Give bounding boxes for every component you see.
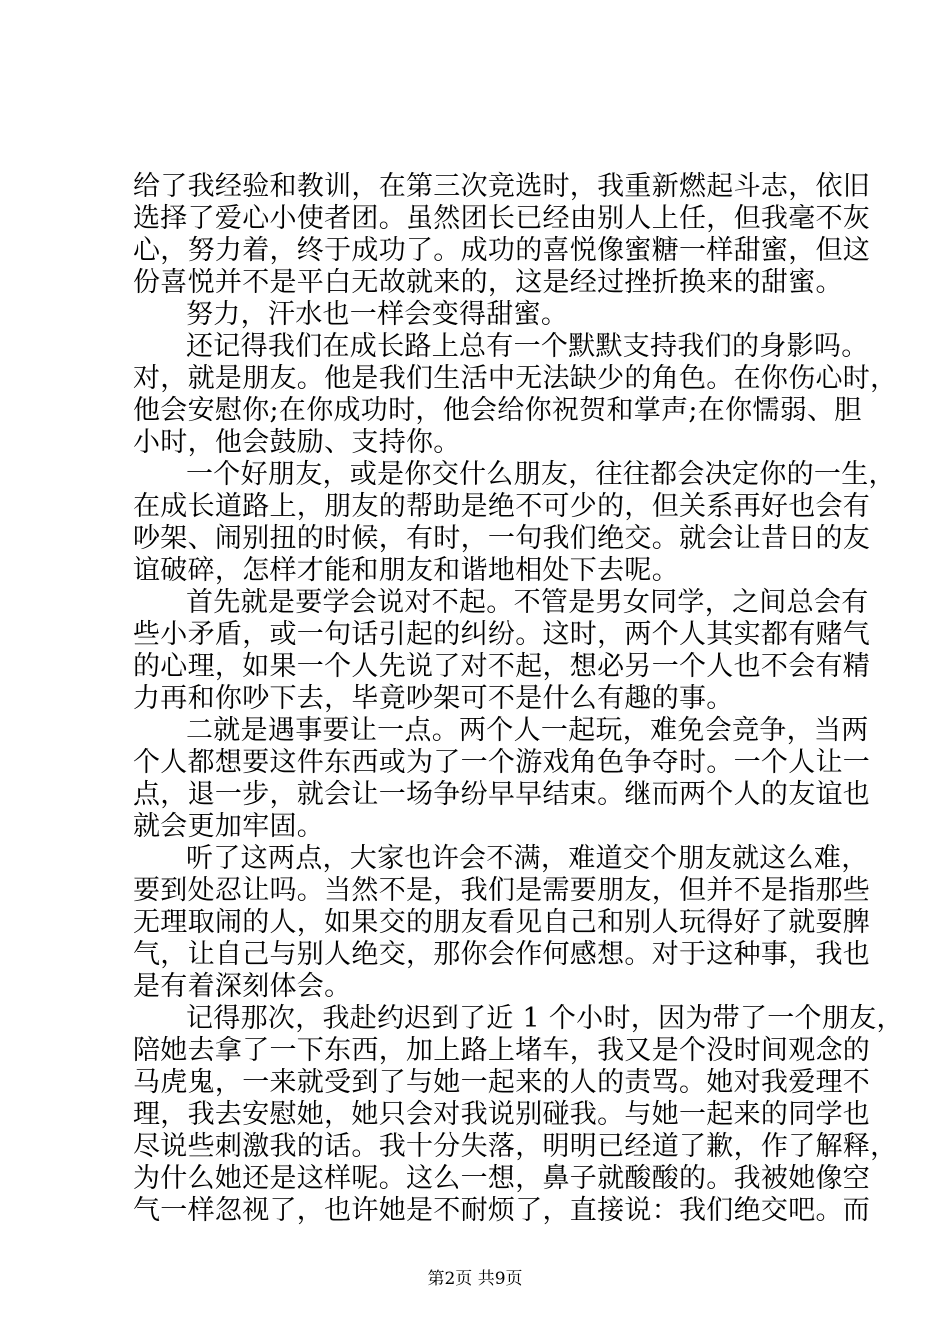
text-line: 选择了爱心小使者团。虽然团长已经由别人上任，但我毫不灰 xyxy=(133,203,871,234)
text-line: 个人都想要这件东西或为了一个游戏角色争夺时。一个人让一 xyxy=(133,747,871,778)
text-line: 气，让自己与别人绝交，那你会作何感想。对于这种事，我也 xyxy=(133,939,871,970)
text-line: 在成长道路上，朋友的帮助是绝不可少的，但关系再好也会有 xyxy=(133,491,871,522)
text-line: 点，退一步，就会让一场争纷早早结束。继而两个人的友谊也 xyxy=(133,779,871,810)
text-line: 份喜悦并不是平白无故就来的，这是经过挫折换来的甜蜜。 xyxy=(133,267,843,298)
paragraph-start-line: 努力，汗水也一样会变得甜蜜。 xyxy=(186,299,569,330)
text-line: 吵架、闹别扭的时候，有时，一句我们绝交。就会让昔日的友 xyxy=(133,523,871,554)
paragraph-start-line: 首先就是要学会说对不起。不管是男女同学，之间总会有 xyxy=(186,587,869,618)
text-line: 心，努力着，终于成功了。成功的喜悦像蜜糖一样甜蜜，但这 xyxy=(133,235,871,266)
text-line: 就会更加牢固。 xyxy=(133,811,325,842)
text-line: 对，就是朋友。他是我们生活中无法缺少的角色。在你伤心时， xyxy=(133,363,898,394)
text-line: 要到处忍让吗。当然不是，我们是需要朋友，但并不是指那些 xyxy=(133,875,871,906)
text-line: 力再和你吵下去，毕竟吵架可不是什么有趣的事。 xyxy=(133,683,734,714)
document-body xyxy=(133,171,904,1227)
text-line: 为什么她还是这样呢。这么一想，鼻子就酸酸的。我被她像空 xyxy=(133,1163,871,1194)
text-line: 给了我经验和教训，在第三次竞选时，我重新燃起斗志，依旧 xyxy=(133,171,871,202)
text-line: 谊破碎，怎样才能和朋友和谐地相处下去呢。 xyxy=(133,555,679,586)
text-line: 理，我去安慰她，她只会对我说别碰我。与她一起来的同学也 xyxy=(133,1099,871,1130)
page-number-footer: 第2页 共9页 xyxy=(427,1269,523,1289)
text-line: 气一样忽视了，也许她是不耐烦了，直接说：我们绝交吧。而 xyxy=(133,1195,871,1226)
text-line: 陪她去拿了一下东西，加上路上堵车，我又是个没时间观念的 xyxy=(133,1035,871,1066)
text-line: 马虎鬼，一来就受到了与她一起来的人的责骂。她对我爱理不 xyxy=(133,1067,871,1098)
text-line: 尽说些刺激我的话。我十分失落，明明已经道了歉，作了解释， xyxy=(133,1131,898,1162)
text-line: 小时，他会鼓励、支持你。 xyxy=(133,427,461,458)
text-line: 他会安慰你;在你成功时，他会给你祝贺和掌声;在你懦弱、胆 xyxy=(133,395,862,426)
text-line: 的心理，如果一个人先说了对不起，想必另一个人也不会有精 xyxy=(133,651,871,682)
paragraph-start-line: 一个好朋友，或是你交什么朋友，往往都会决定你的一生， xyxy=(186,459,896,490)
paragraph-start-line: 二就是遇事要让一点。两个人一起玩，难免会竞争，当两 xyxy=(186,715,869,746)
text-line: 无理取闹的人，如果交的朋友看见自己和别人玩得好了就耍脾 xyxy=(133,907,871,938)
paragraph-start-line: 还记得我们在成长路上总有一个默默支持我们的身影吗。 xyxy=(186,331,869,362)
text-line: 是有着深刻体会。 xyxy=(133,971,352,1002)
paragraph-start-line: 听了这两点，大家也许会不满，难道交个朋友就这么难， xyxy=(186,843,869,874)
text-line: 些小矛盾，或一句话引起的纠纷。这时，两个人其实都有赌气 xyxy=(133,619,871,650)
paragraph-start-line: 记得那次，我赴约迟到了近 1 个小时，因为带了一个朋友， xyxy=(186,1003,904,1034)
